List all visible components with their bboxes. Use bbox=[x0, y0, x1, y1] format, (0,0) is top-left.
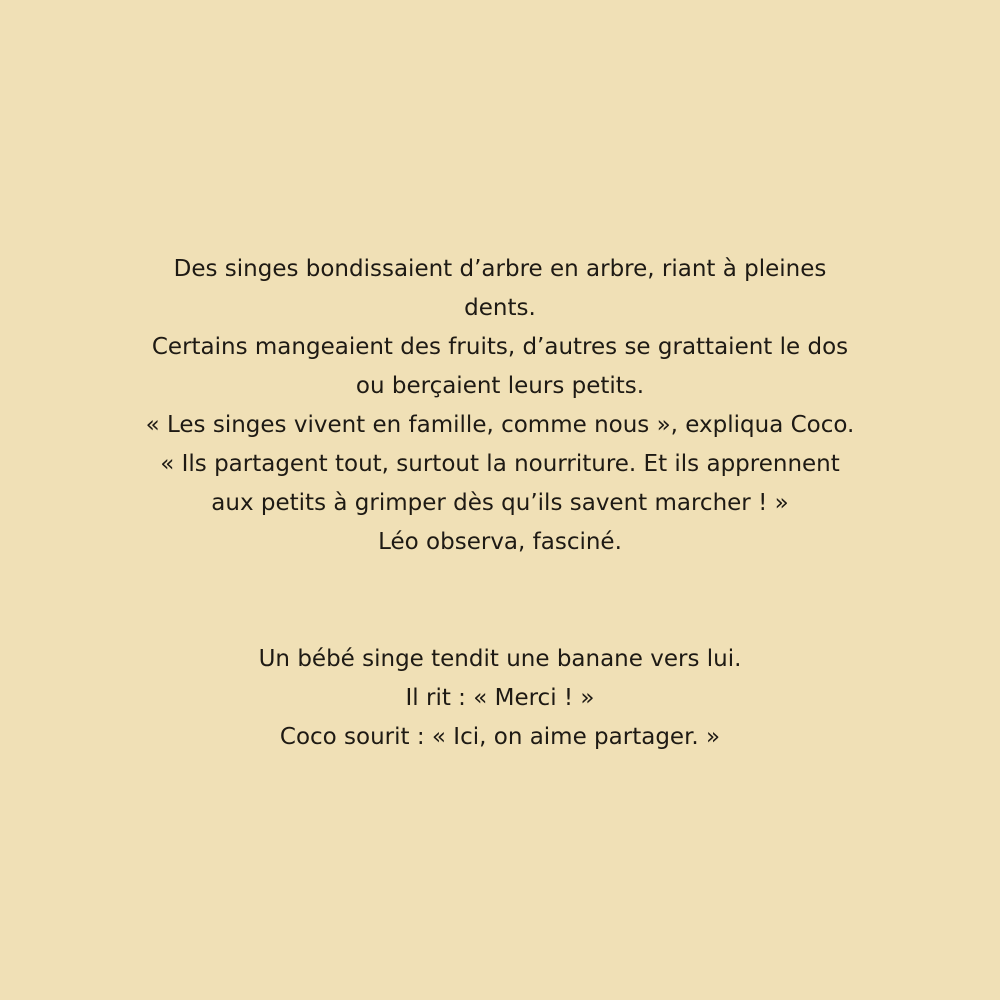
text-line: Des singes bondissaient d’arbre en arbre, riant à pleines bbox=[173, 256, 827, 282]
text-line: Il rit : « Merci ! » bbox=[405, 685, 595, 711]
text-line: Certains mangeaient des fruits, d’autres se grattaient le dos bbox=[151, 334, 849, 360]
story-paragraph-1 bbox=[0, 250, 1000, 562]
story-paragraph-2 bbox=[0, 640, 1000, 757]
text-line: Léo observa, fasciné. bbox=[378, 529, 622, 555]
text-line: ou berçaient leurs petits. bbox=[355, 373, 645, 399]
text-line: « Les singes vivent en famille, comme nous », expliqua Coco. bbox=[145, 412, 855, 438]
text-line: aux petits à grimper dès qu’ils savent marcher ! » bbox=[211, 490, 789, 516]
text-line: dents. bbox=[464, 295, 536, 321]
text-line: Coco sourit : « Ici, on aime partager. » bbox=[279, 724, 721, 750]
text-line: « Ils partagent tout, surtout la nourriture. Et ils apprennent bbox=[160, 451, 840, 477]
text-line: Un bébé singe tendit une banane vers lui. bbox=[258, 646, 742, 672]
